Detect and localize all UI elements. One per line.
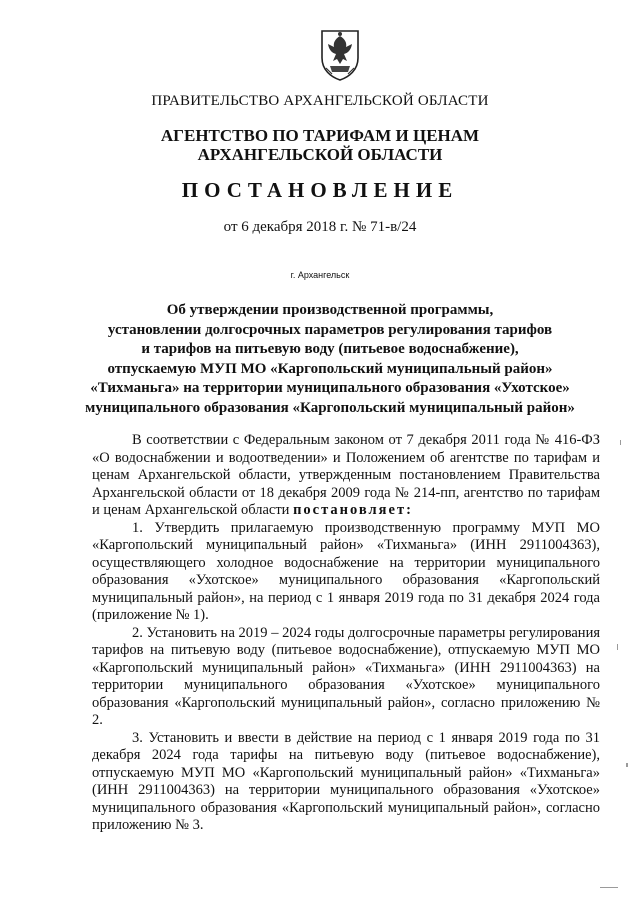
resolves-keyword: постановляет: xyxy=(293,502,413,518)
document-date-number: от 6 декабря 2018 г. № 71-в/24 xyxy=(223,219,417,235)
scan-artifact xyxy=(626,763,628,767)
title-line: установлении долгосрочных параметров регулирования тарифов xyxy=(107,321,553,338)
title-line: муниципального образования «Каргопольский муниципальный район» xyxy=(85,399,575,416)
document-type-title: ПОСТАНОВЛЕНИЕ xyxy=(181,178,459,202)
preamble-paragraph xyxy=(92,432,600,520)
document-subject-title xyxy=(60,301,600,418)
document-city: г. Архангельск xyxy=(290,270,350,280)
item-2-paragraph: 2. Установить на 2019 – 2024 годы долгосрочные параметры регулирования тарифов на питьевую воду (питьевое водоснабжение), отпускаемую МУП МО «Каргопольский муниципальный район» «Тихманьга» (ИНН 2911004363) на территории муниципального образования «Ухотское» муниципального образования «Каргопольский муниципальный район», согласно приложению № 2. xyxy=(92,624,600,728)
title-line: отпускаемую МУП МО «Каргопольский муниципальный район» xyxy=(107,360,553,377)
agency-line-1: АГЕНТСТВО ПО ТАРИФАМ И ЦЕНАМ xyxy=(160,126,480,145)
title-line: и тарифов на питьевую воду (питьевое водоснабжение), xyxy=(141,341,519,357)
preamble-text: В соответствии с Федеральным законом от 7 декабря 2011 года № 416-ФЗ «О водоснабжении и водоотведении» и Положением об агентстве по тарифам и ценам Архангельской области, утвержденным постановлением Правительства Архангельской области от 18 декабря 2009 года № 214-пп, агентство по тарифам и ценам Архангельской области xyxy=(92,432,600,518)
coat-of-arms-emblem xyxy=(318,28,362,82)
scan-artifact xyxy=(620,440,621,445)
document-body xyxy=(92,432,600,835)
scan-artifact xyxy=(600,887,618,888)
item-1-paragraph: 1. Утвердить прилагаемую производственную программу МУП МО «Каргопольский муниципальный район» «Тихманьга» (ИНН 2911004363), осуществляющего холодное водоснабжение на территории муниципального образования «Ухотское» муниципального образования «Каргопольский муниципальный район», на период с 1 января 2019 года по 31 декабря 2024 года (приложение № 1). xyxy=(92,519,600,623)
agency-header xyxy=(0,126,640,164)
scan-artifact xyxy=(617,644,618,650)
agency-line-2: АРХАНГЕЛЬСКОЙ ОБЛАСТИ xyxy=(197,145,443,164)
title-line: «Тихманьга» на территории муниципального образования «Ухотское» xyxy=(90,380,570,396)
title-line: Об утверждении производственной программы, xyxy=(166,302,494,318)
item-3-paragraph: 3. Установить и ввести в действие на период с 1 января 2019 года по 31 декабря 2024 года тарифы на питьевую воду (питьевое водоснабжение), отпускаемую МУП МО «Каргопольский муниципальный район» «Тихманьга» (ИНН 2911004363) на территории муниципального образования «Ухотское» муниципального образования «Каргопольский муниципальный район», согласно приложению № 3. xyxy=(92,729,600,833)
government-header: ПРАВИТЕЛЬСТВО АРХАНГЕЛЬСКОЙ ОБЛАСТИ xyxy=(151,93,489,109)
